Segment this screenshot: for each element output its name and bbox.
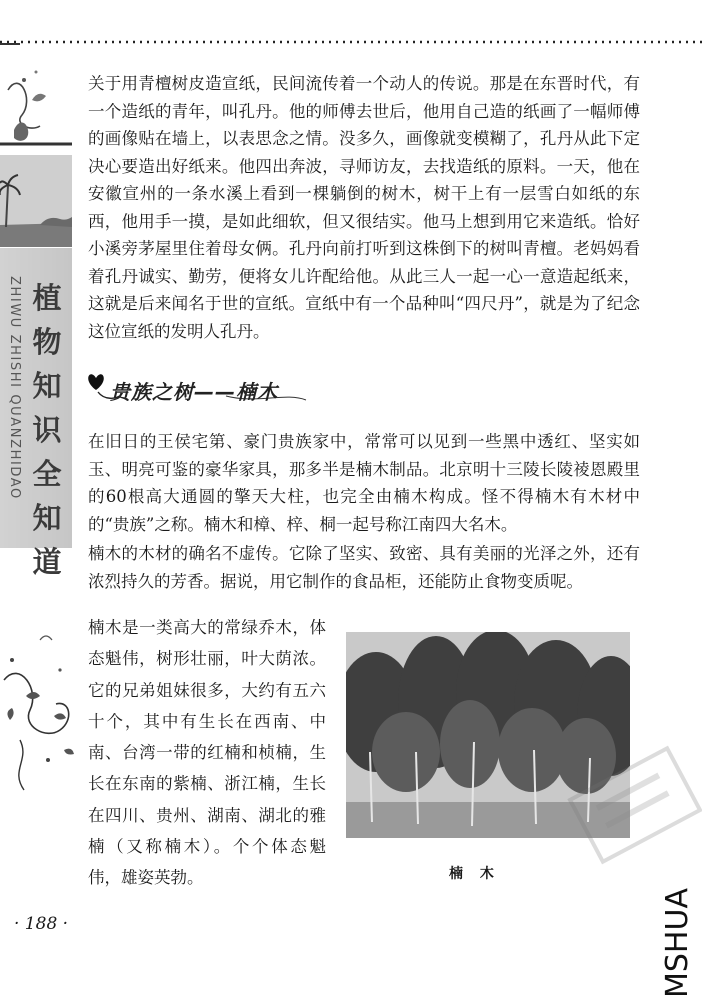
title-char: 物 — [32, 325, 62, 359]
title-char: 知 — [32, 369, 62, 403]
title-char: 全 — [32, 457, 62, 491]
watermark-text: MSHUA — [660, 888, 695, 998]
vine-ornament-icon — [0, 620, 90, 810]
article-paragraph: 楠木是一类高大的常绿乔木，体态魁伟，树形壮丽，叶大荫浓。它的兄弟姐妹很多，大约有五六十个，其中有生长在西南、中南、台湾一带的红楠和桢楠，生长在东南的紫楠、浙江楠，生长在四川、贵州、湖南、湖北的雅楠（又称楠木）。个个体态魁伟，雄姿英勃。 — [88, 618, 326, 888]
title-char: 知 — [32, 501, 62, 535]
section-heading-text: 贵族之树——楠木 — [110, 380, 278, 404]
floral-ornament-icon — [0, 60, 72, 150]
section-heading — [86, 366, 346, 406]
top-dotted-rule — [0, 38, 702, 46]
sidebar-pinyin: ZHIWU ZHISHI QUANZHIDAO — [7, 276, 22, 500]
title-char: 植 — [32, 281, 62, 315]
sidebar-book-title — [28, 276, 66, 584]
article-paragraph: 关于用青檀树皮造宣纸，民间流传着一个动人的传说。那是在东晋时代，有一个造纸的青年，叫孔丹。他的师傅去世后，他用自己造的纸画了一幅师傅的画像贴在墙上，以表思念之情。没多久，画像就变模糊了，孔丹从此下定决心要造出好纸来。他四出奔波，寻师访友，去找造纸的原料。一天，他在安徽宣州的一条水溪上看到一棵躺倒的树木，树干上有一层雪白如纸的东西，他用手一摸，是如此细软，但又很结实。他马上想到用它来造纸。恰好小溪旁茅屋里住着母女俩。孔丹向前打听到这株倒下的树叫青檀。老妈妈看着孔丹诚实、勤劳，便将女儿许配给他。从此三人一起一心一意造起纸来，这就是后来闻名于世的宣纸。宣纸中有一个品种叫“四尺丹”，就是为了纪念这位宣纸的发明人孔丹。 — [88, 74, 640, 341]
title-char: 道 — [32, 545, 62, 579]
library-stamp-icon — [560, 730, 702, 880]
photo-caption: 楠 木 — [449, 866, 500, 882]
sidebar-landscape-image — [0, 155, 72, 247]
page-number: · 188 · — [14, 914, 69, 934]
title-char: 识 — [32, 413, 62, 447]
article-paragraph: 在旧日的王侯宅第、豪门贵族家中，常常可以见到一些黑中透红、坚实如玉、明亮可鉴的豪华家具，那多半是楠木制品。北京明十三陵长陵祾恩殿里的60根高大通圆的擎天大柱，也完全由楠木构成。怪不得楠木有木材中的“贵族”之称。楠木和樟、梓、桐一起号称江南四大名木。 — [88, 432, 640, 534]
article-paragraph: 楠木的木材的确名不虚传。它除了坚实、致密、具有美丽的光泽之外，还有浓烈持久的芳香。据说，用它制作的食品柜，还能防止食物变质呢。 — [88, 544, 640, 591]
